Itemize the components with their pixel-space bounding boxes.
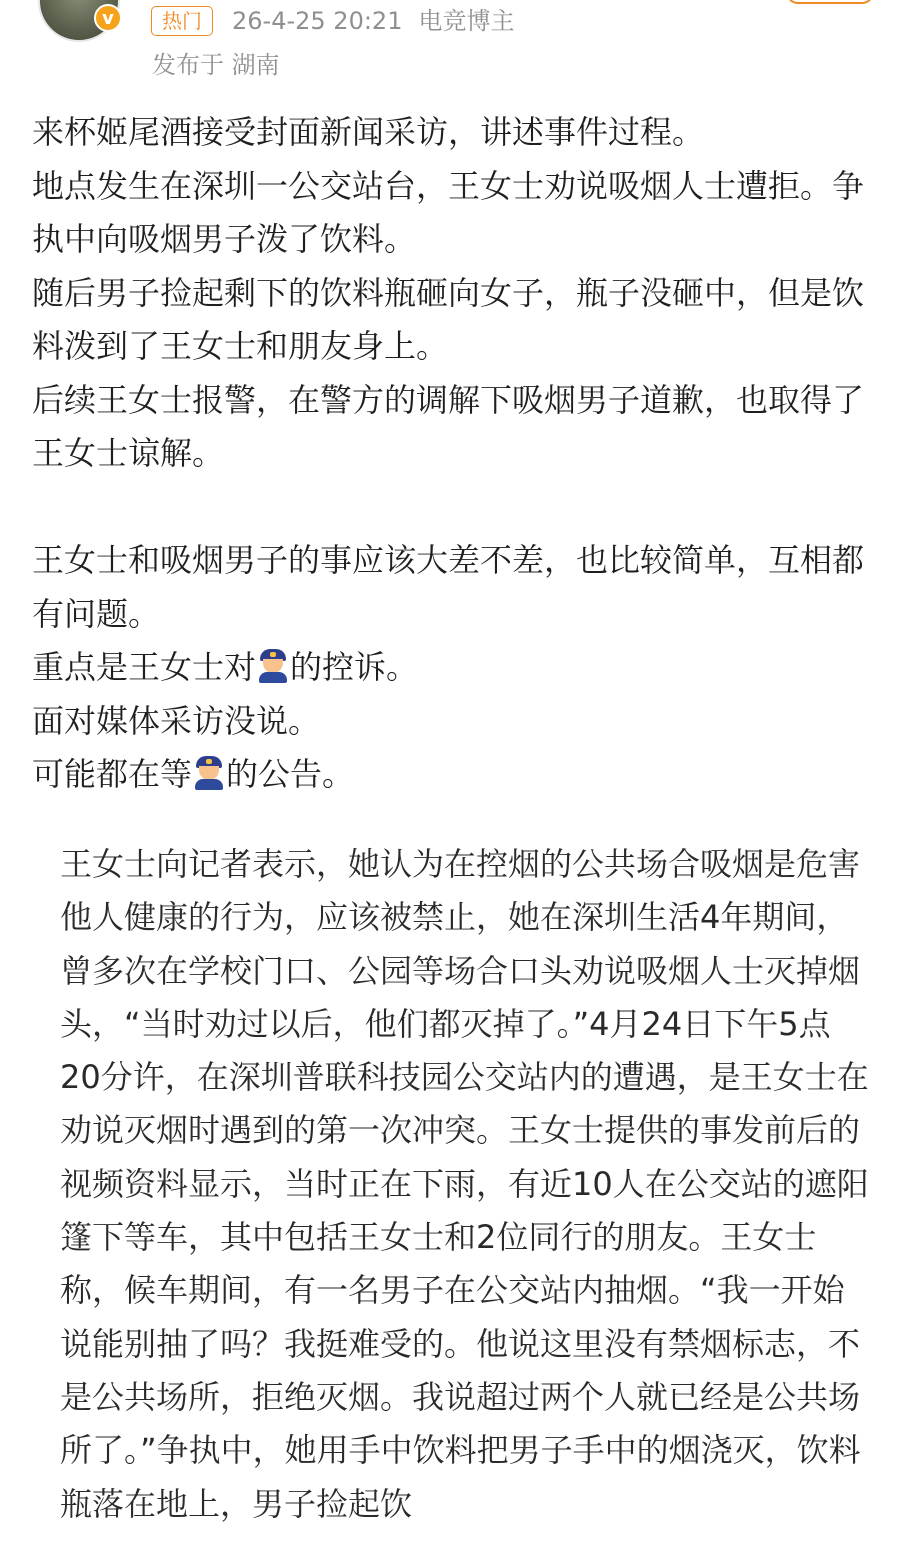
post-line: 随后男子捡起剩下的饮料瓶砸向女子，瓶子没砸中，但是饮料泼到了王女士和朋友身上。 [32,273,865,365]
quote-paragraph: 王女士向记者表示，她认为在控烟的公共场合吸烟是危害他人健康的行为，应该被禁止，她在深圳生活4年期间，曾多次在学校门口、公园等场合口头劝说吸烟人士灭掉烟头，“当时劝过以后，他们都灭掉了。”4月24日下午5点20分许，在深圳普联科技园公交站内的遭遇，是王女士在劝说灭烟时遇到的第一次冲突。王女士提供的事发前后的视频资料显示，当时正在下雨，有近10人在公交站的遮阳篷下等车，其中包括王女士和2位同行的朋友。王女士称，候车期间，有一名男子在公交站内抽烟。“我一开始说能别抽了吗？我挺难受的。他说这里没有禁烟标志，不是公共场所，拒绝灭烟。我说超过两个人就已经是公共场所了。”争执中，她用手中饮料把男子手中的烟浇灭，饮料瓶落在地上，男子捡起饮 [60,845,869,1523]
complaint-pre-text: 重点是王女士对 [32,648,257,686]
post-line: 面对媒体采访没说。 [32,701,321,740]
wait-pre-text: 可能都在等 [32,755,193,793]
police-officer-icon [194,756,224,790]
quoted-article-text [60,838,870,1531]
post-line: 后续王女士报警，在警方的调解下吸烟男子道歉，也取得了王女士谅解。 [32,380,865,472]
post-body [32,106,890,802]
post-timestamp: 26-4-25 20:21 [232,7,403,35]
police-officer-icon [258,649,288,683]
post-line: 来杯姬尾酒接受封面新闻采访，讲述事件过程。 [32,113,705,151]
verified-badge-icon: v [94,4,122,32]
post-location: 发布于 湖南 [152,51,280,79]
post-meta [232,6,514,36]
complaint-post-text: 的控诉。 [290,648,419,686]
hot-badge: 热门 [151,6,213,36]
wait-post-text: 的公告。 [226,755,355,793]
paragraph-gap [32,481,890,535]
post-line: 王女士和吸烟男子的事应该大差不差，也比较简单，互相都有问题。 [32,541,865,633]
post-line-complaint [32,641,890,695]
follow-button[interactable] [786,0,874,4]
author-tag: 电竞博主 [418,7,515,35]
post-line-wait [32,748,890,802]
post-header [0,0,922,100]
post-line: 地点发生在深圳一公交站台，王女士劝说吸烟人士遭拒。争执中向吸烟男子泼了饮料。 [32,166,865,258]
